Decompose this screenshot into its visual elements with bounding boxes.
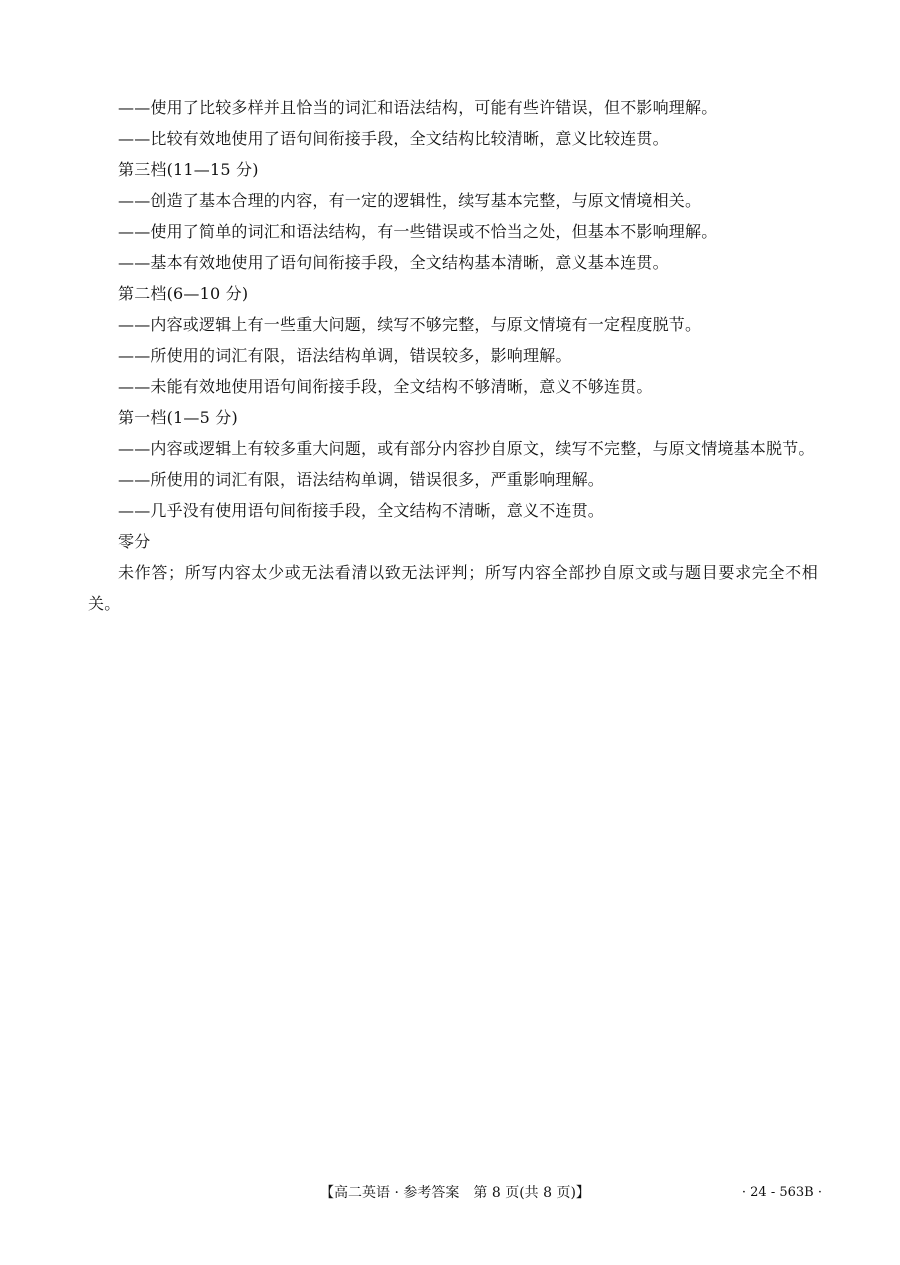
criteria-line: ——几乎没有使用语句间衔接手段，全文结构不清晰，意义不连贯。 [118,501,605,520]
page-footer-title: 【高二英语 · 参考答案 第 8 页(共 8 页)】 [320,1185,590,1201]
grade-heading-zero: 零分 [118,532,151,551]
criteria-line: ——基本有效地使用了语句间衔接手段，全文结构基本清晰，意义基本连贯。 [118,253,669,272]
grading-criteria-text [88,92,818,619]
criteria-line: ——使用了比较多样并且恰当的词汇和语法结构，可能有些许错误，但不影响理解。 [118,98,718,117]
criteria-line: ——所使用的词汇有限，语法结构单调，错误很多，严重影响理解。 [118,470,605,489]
grade-heading-second: 第二档(6—10 分) [118,284,249,303]
criteria-line: ——内容或逻辑上有一些重大问题，续写不够完整，与原文情境有一定程度脱节。 [118,315,702,334]
criteria-line: ——创造了基本合理的内容，有一定的逻辑性，续写基本完整，与原文情境相关。 [118,191,702,210]
criteria-line: ——所使用的词汇有限，语法结构单调，错误较多，影响理解。 [118,346,572,365]
grade-heading-third: 第三档(11—15 分) [118,160,259,179]
criteria-line: ——未能有效地使用语句间衔接手段，全文结构不够清晰，意义不够连贯。 [118,377,653,396]
page-footer-code: · 24 - 563B · [741,1185,822,1200]
criteria-paragraph: ——内容或逻辑上有较多重大问题，或有部分内容抄自原文，续写不完整，与原文情境基本脱节。 [118,439,815,458]
criteria-line: ——比较有效地使用了语句间衔接手段，全文结构比较清晰，意义比较连贯。 [118,129,669,148]
criteria-line: ——使用了简单的词汇和语法结构，有一些错误或不恰当之处，但基本不影响理解。 [118,222,718,241]
grade-heading-first: 第一档(1—5 分) [118,408,238,427]
zero-score-paragraph: 未作答；所写内容太少或无法看清以致无法评判；所写内容全部抄自原文或与题目要求完全不相关。 [88,563,818,613]
